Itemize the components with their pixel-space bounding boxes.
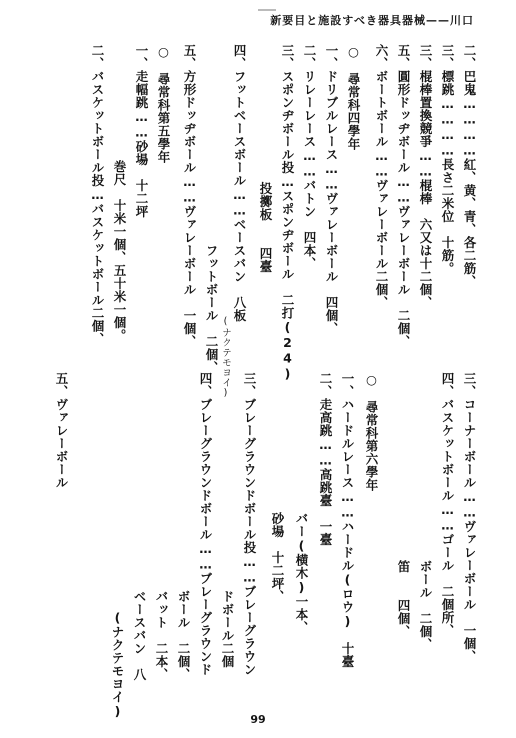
text-column: 一、ハードルレース……ハードル(ロウ) 十臺 bbox=[340, 372, 355, 668]
text-column: 笛 四個、 bbox=[396, 560, 411, 638]
text-column: バー(横木)一本、 bbox=[294, 512, 309, 634]
text-column: 五、圓形ドッヂボール……ヴァレーボール 二個、 bbox=[396, 44, 411, 348]
text-column: ベースバン 八 bbox=[132, 590, 147, 681]
text-column: ボール 二個、 bbox=[418, 560, 433, 651]
text-column: 三、スポンヂボール投…スポンヂボール 二打(24) bbox=[280, 44, 295, 382]
text-column: ○ 尋常科第五學年 bbox=[156, 44, 171, 164]
text-column: 二、バスケットボール投…バスケットボール二個、 bbox=[90, 44, 105, 346]
text-column: 三、標跳…………長さ二米位 十筋。 bbox=[440, 44, 455, 275]
text-column: 五、方形ドッヂボール……ヴァレーボール 一個、 bbox=[182, 44, 197, 348]
page-number: 99 bbox=[250, 713, 266, 726]
text-column: ドボール二個 bbox=[220, 590, 235, 668]
text-column: 四、バスケットボール……ゴール 二個所、 bbox=[440, 372, 455, 637]
text-column: 砂場 十二坪、 bbox=[270, 512, 285, 603]
text-column: 三、コーナーボール……ヴァレーボール 一個、 bbox=[462, 372, 477, 663]
text-column: 四、フットベースボール……ベースバン 八板 bbox=[232, 44, 247, 322]
text-column: (ナクテモヨイ) bbox=[220, 316, 231, 399]
running-header: 新要目と施設すべき器具器械——川口 bbox=[270, 14, 474, 27]
text-column: 三、棍棒置換競爭……棍棒 六又は十二個、 bbox=[418, 44, 433, 309]
text-column: (ナクテモヨイ) bbox=[110, 610, 125, 719]
text-column: 巻尺 十米一個、五十米一個。 bbox=[112, 160, 127, 342]
text-column: 一、ドリブルレース……ヴァレーボール 四個、 bbox=[324, 44, 339, 335]
text-column: 六、ボートボール……ヴァレーボール二個、 bbox=[374, 44, 389, 309]
text-column: 一、走幅跳……砂場 十二坪 bbox=[134, 44, 149, 218]
text-column: 投擲板 四臺 bbox=[258, 182, 273, 273]
text-column: 二、リレーレース……バトン 四本、 bbox=[302, 44, 317, 270]
text-column: 二、走高跳……高跳臺 一臺 bbox=[318, 372, 333, 546]
text-column: 五、ヴァレーボール bbox=[54, 372, 69, 489]
text-column: 三、ブレーグラウンドボール投……ブレーグラウン bbox=[242, 372, 257, 676]
text-column: ボール 二個、 bbox=[176, 590, 191, 681]
text-column: 二、巴鬼…………紅、黄、青、各二筋、 bbox=[462, 44, 477, 288]
text-column: フットボール 二個、 bbox=[204, 244, 219, 374]
text-column: バット 二本、 bbox=[154, 590, 169, 681]
text-column: ○ 尋常科四學年 bbox=[346, 44, 361, 151]
header-mark bbox=[258, 9, 276, 11]
text-column: ○ 尋常科第六學年 bbox=[364, 372, 379, 492]
text-column: 四、ブレーグラウンドボール……ブレーグラウンド bbox=[198, 372, 213, 676]
